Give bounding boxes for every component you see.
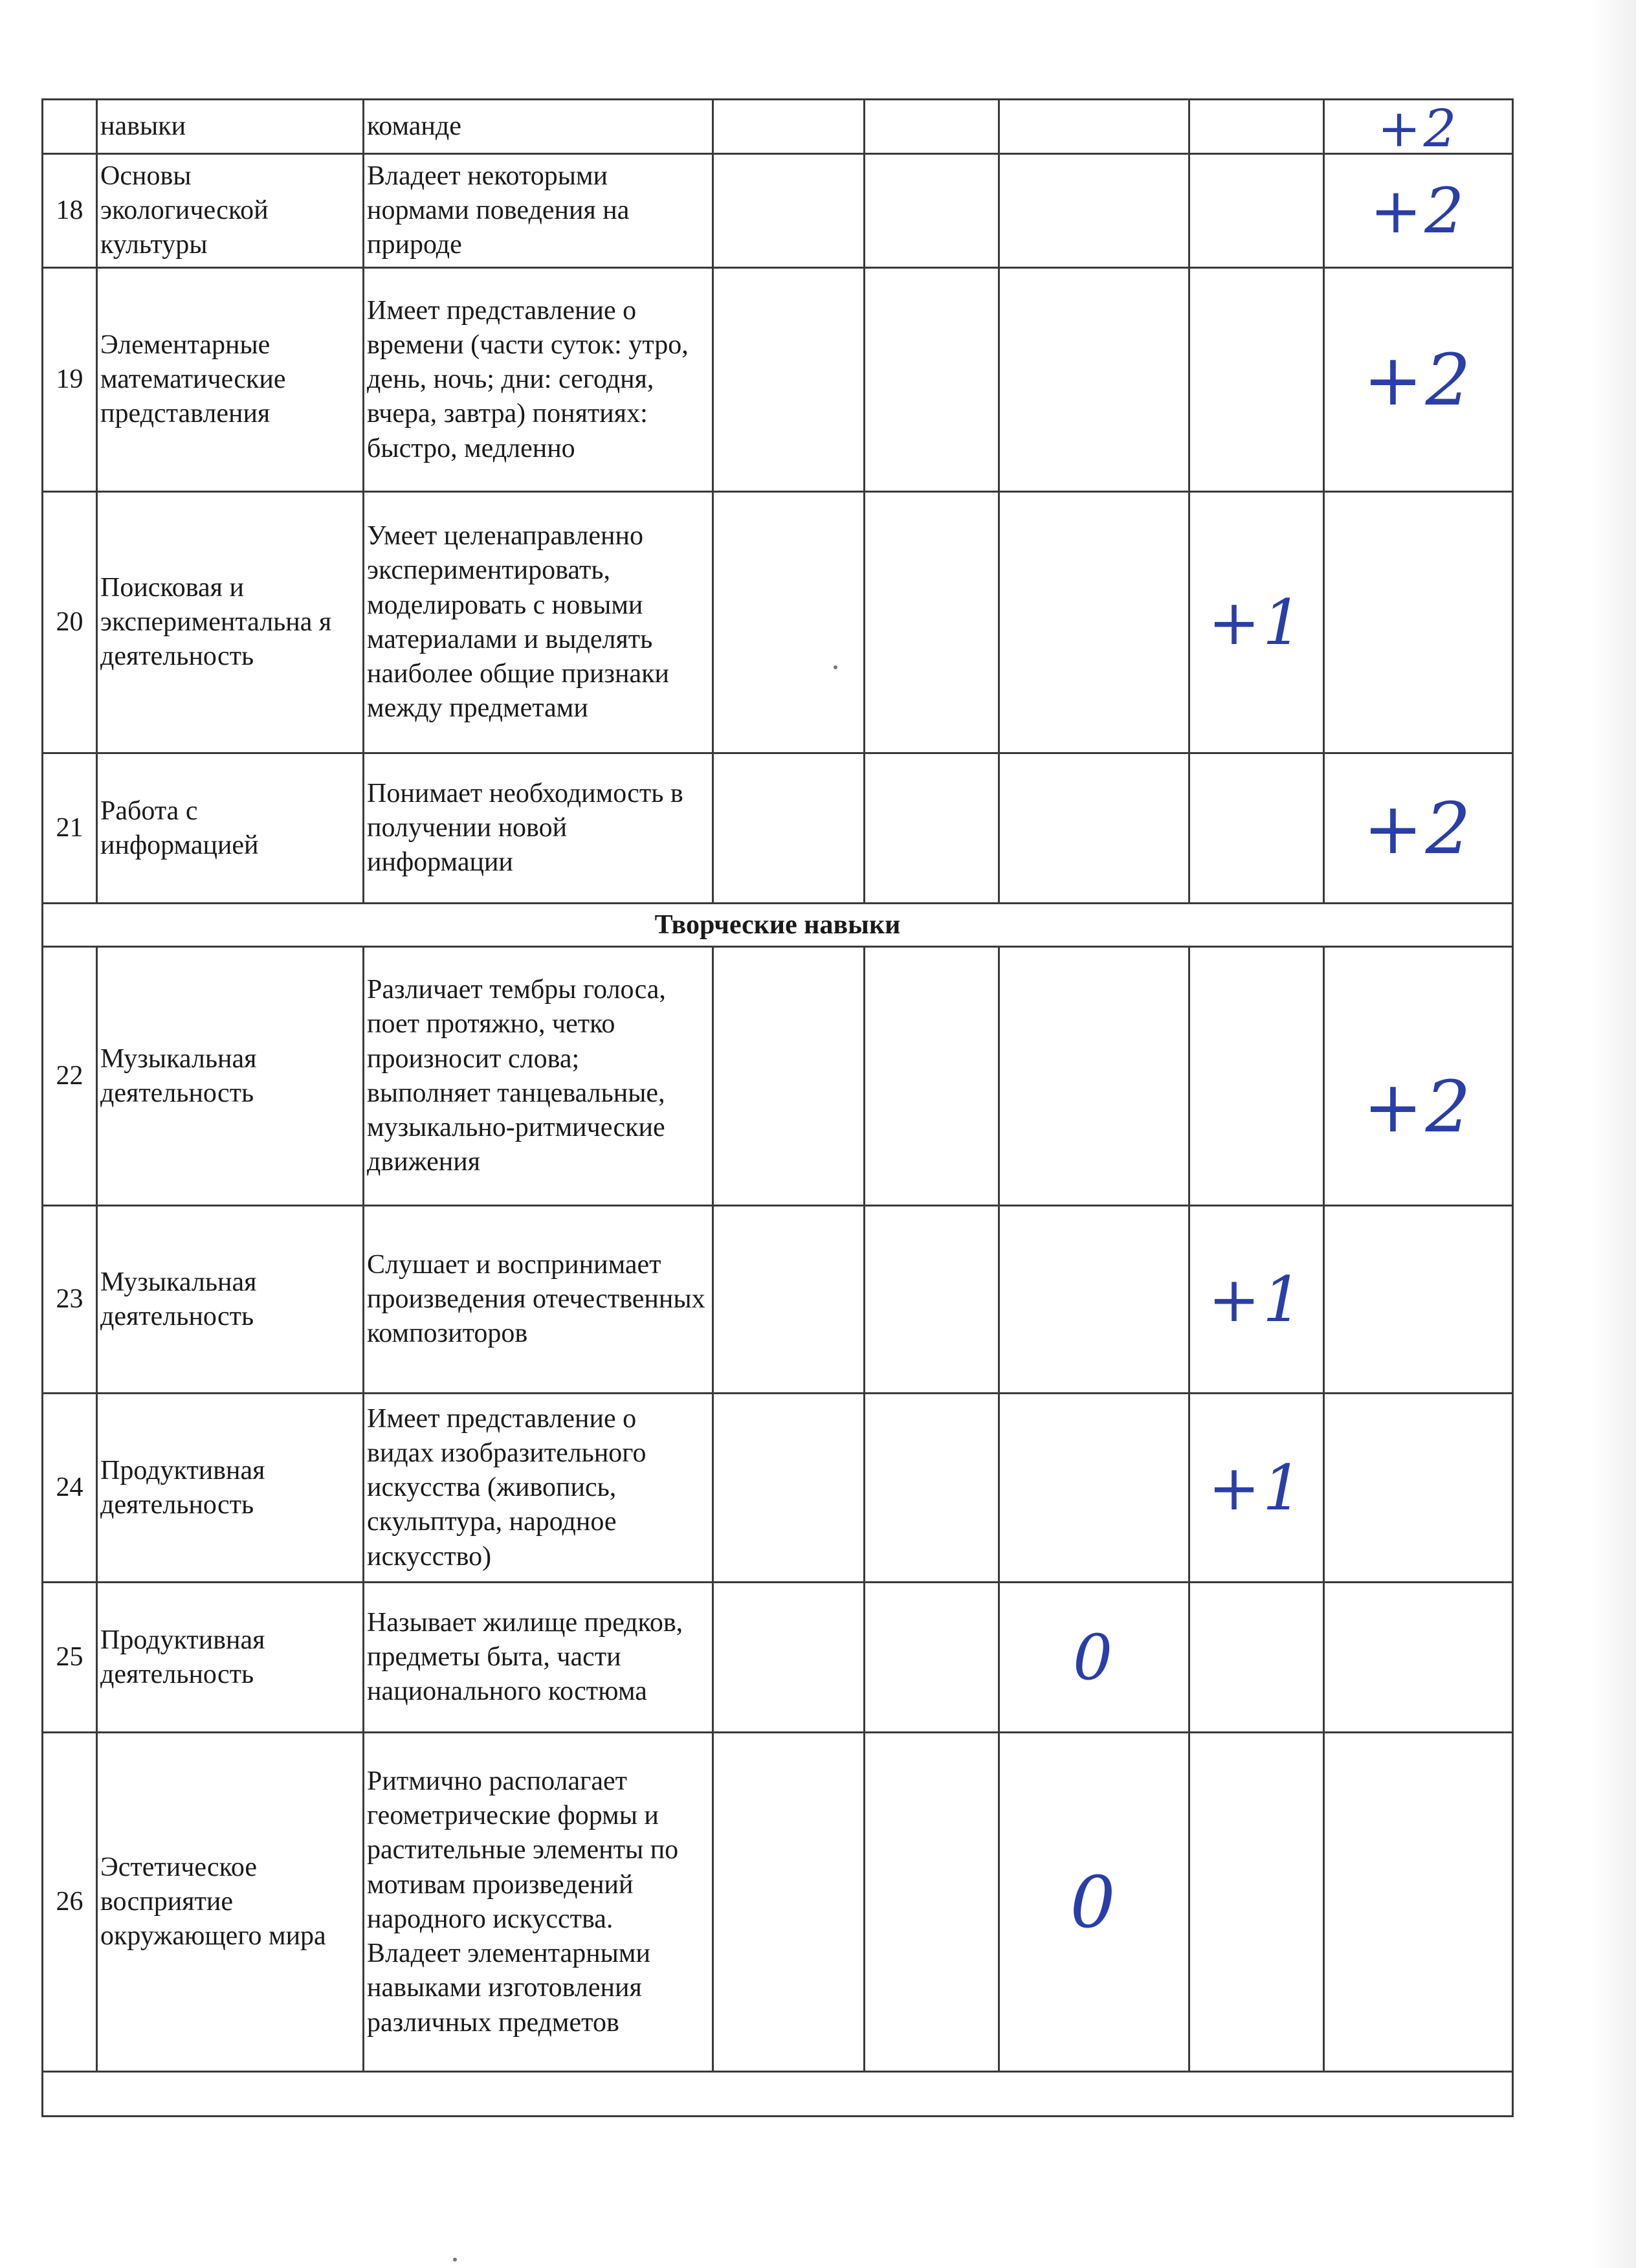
score-cell — [713, 492, 865, 753]
score-cell — [713, 1394, 865, 1583]
table-row — [43, 1394, 1513, 1583]
description-cell: команде — [364, 100, 713, 154]
topic-cell: Продуктивная деятельность — [97, 1394, 364, 1583]
table-row — [43, 1206, 1513, 1394]
empty-cell — [43, 2072, 1513, 2117]
row-number-cell: 24 — [43, 1394, 97, 1583]
handwritten-mark: +2 — [1377, 98, 1459, 159]
handwritten-mark: +1 — [1208, 1263, 1305, 1336]
description-cell: Ритмично располагает геометрические формы и растительные элементы по мотивам произведений народного искусства. Владеет элементарными навыками изготовления различных предметов — [364, 1733, 713, 2072]
score-cell — [865, 1733, 999, 2072]
handwritten-mark: +2 — [1363, 338, 1474, 421]
table-row-carryover — [43, 100, 1513, 154]
score-cell — [999, 947, 1189, 1206]
topic-cell: Работа с информацией — [97, 753, 364, 904]
topic-cell: Основы экологической культуры — [97, 154, 364, 268]
section-header-row — [43, 904, 1513, 947]
score-cell — [1189, 1583, 1324, 1733]
table-row — [43, 947, 1513, 1206]
score-cell-marked — [999, 1583, 1189, 1733]
table-row — [43, 492, 1513, 753]
topic-cell: Продуктивная деятельность — [97, 1583, 364, 1733]
score-cell — [1189, 947, 1324, 1206]
topic-cell: Элементарные математические представления — [97, 268, 364, 492]
description-cell: Различает тембры голоса, поет протяжно, четко произносит слова; выполняет танцевальные, музыкально-ритмические движения — [364, 947, 713, 1206]
scan-speck — [453, 2258, 457, 2262]
score-cell — [713, 268, 865, 492]
topic-cell: навыки — [97, 100, 364, 154]
row-number-cell: 19 — [43, 268, 97, 492]
score-cell — [713, 1733, 865, 2072]
row-number-cell: 21 — [43, 753, 97, 904]
score-cell — [865, 753, 999, 904]
score-cell — [865, 268, 999, 492]
score-cell — [999, 1206, 1189, 1394]
score-cell — [865, 100, 999, 154]
handwritten-mark: +1 — [1208, 586, 1305, 659]
row-number-cell: 18 — [43, 154, 97, 268]
description-cell: Владеет некоторыми нормами поведения на природе — [364, 154, 713, 268]
handwritten-mark: 0 — [1072, 1621, 1116, 1694]
score-cell-marked — [1324, 753, 1513, 904]
score-cell — [999, 753, 1189, 904]
description-cell: Имеет представление о видах изобразительного искусства (живопись, скульптура, народное искусство) — [364, 1394, 713, 1583]
score-cell — [713, 947, 865, 1206]
score-cell-marked — [1189, 1394, 1324, 1583]
table-row — [43, 753, 1513, 904]
row-number-cell — [43, 100, 97, 154]
score-cell — [999, 1394, 1189, 1583]
row-number-cell: 26 — [43, 1733, 97, 2072]
handwritten-mark: +2 — [1369, 174, 1467, 247]
topic-cell: Эстетическое восприятие окружающего мира — [97, 1733, 364, 2072]
score-cell — [713, 154, 865, 268]
score-cell — [865, 154, 999, 268]
score-cell-marked — [1189, 1206, 1324, 1394]
score-cell — [999, 492, 1189, 753]
score-cell-marked — [1324, 947, 1513, 1206]
score-cell-marked — [1324, 268, 1513, 492]
score-cell — [1324, 492, 1513, 753]
score-cell-marked — [1324, 98, 1513, 159]
table-row — [43, 268, 1513, 492]
score-cell — [713, 1583, 865, 1733]
handwritten-mark: +1 — [1208, 1451, 1305, 1524]
score-cell — [865, 1206, 999, 1394]
score-cell — [1324, 1206, 1513, 1394]
score-cell — [865, 1394, 999, 1583]
topic-cell: Поисковая и экспериментальна я деятельность — [97, 492, 364, 753]
table-row — [43, 1583, 1513, 1733]
table-row-empty — [43, 2072, 1513, 2117]
handwritten-mark: 0 — [1070, 1860, 1118, 1944]
score-cell — [1324, 1583, 1513, 1733]
score-cell — [1324, 1733, 1513, 2072]
section-title: Творческие навыки — [43, 904, 1513, 947]
score-cell — [713, 1206, 865, 1394]
description-cell: Слушает и воспринимает произведения отечественных композиторов — [364, 1206, 713, 1394]
score-cell — [865, 947, 999, 1206]
description-cell: Умеет целенаправленно экспериментировать, моделировать с новыми материалами и выделять наиболее общие признаки между предметами — [364, 492, 713, 753]
row-number-cell: 20 — [43, 492, 97, 753]
score-cell — [1189, 1733, 1324, 2072]
table-row — [43, 154, 1513, 268]
page-edge-shadow — [1591, 0, 1636, 2268]
description-cell: Имеет представление о времени (части суток: утро, день, ночь; дни: сегодня, вчера, завтра) понятиях: быстро, медленно — [364, 268, 713, 492]
handwritten-mark: +2 — [1363, 1065, 1474, 1149]
score-cell — [713, 100, 865, 154]
score-cell — [713, 753, 865, 904]
handwritten-mark: +2 — [1363, 786, 1474, 870]
assessment-table — [41, 98, 1514, 2117]
topic-cell: Музыкальная деятельность — [97, 947, 364, 1206]
row-number-cell: 22 — [43, 947, 97, 1206]
assessment-table-sheet — [41, 98, 1512, 2117]
table-row — [43, 1733, 1513, 2072]
score-cell — [1324, 1394, 1513, 1583]
score-cell-marked — [999, 1733, 1189, 2072]
score-cell-marked — [1324, 154, 1513, 268]
score-cell — [999, 268, 1189, 492]
topic-cell: Музыкальная деятельность — [97, 1206, 364, 1394]
score-cell — [999, 100, 1189, 154]
score-cell-marked — [1189, 492, 1324, 753]
score-cell — [865, 1583, 999, 1733]
score-cell — [1189, 268, 1324, 492]
score-cell — [1189, 100, 1324, 154]
row-number-cell: 25 — [43, 1583, 97, 1733]
score-cell — [1189, 154, 1324, 268]
score-cell — [999, 154, 1189, 268]
description-cell: Понимает необходимость в получении новой информации — [364, 753, 713, 904]
row-number-cell: 23 — [43, 1206, 97, 1394]
score-cell — [865, 492, 999, 753]
score-cell — [1189, 753, 1324, 904]
description-cell: Называет жилище предков, предметы быта, части национального костюма — [364, 1583, 713, 1733]
